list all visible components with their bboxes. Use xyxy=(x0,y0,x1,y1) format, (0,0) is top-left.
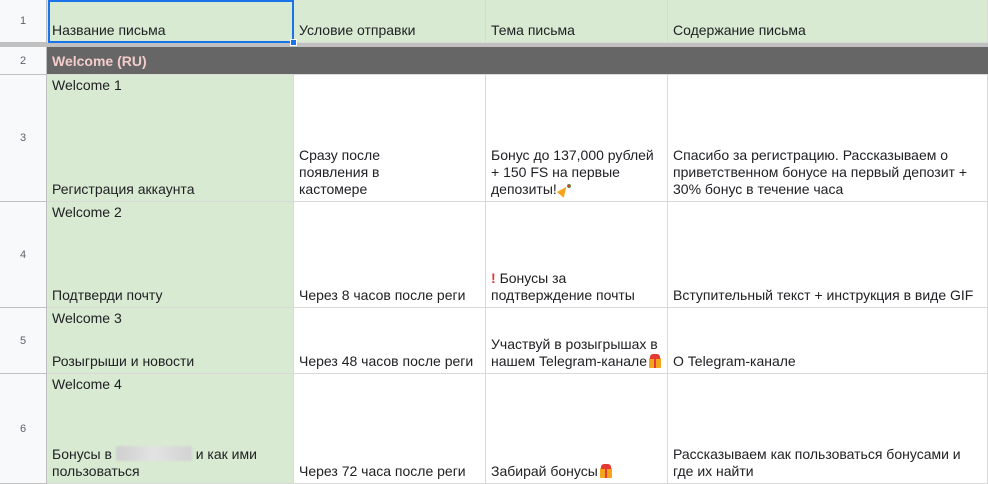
party-popper-icon xyxy=(559,183,572,196)
row-header-1[interactable]: 1 xyxy=(0,0,47,43)
header-label: Условие отправки xyxy=(299,22,416,38)
header-cell-name[interactable] xyxy=(47,0,294,43)
subject-text: Участвуй в розыгрышах в нашем Telegram-канале xyxy=(491,336,662,369)
row-header-3[interactable]: 3 xyxy=(0,75,47,202)
condition-cell[interactable] xyxy=(294,75,486,202)
condition-cell[interactable] xyxy=(294,308,486,374)
row-header-6[interactable]: 6 xyxy=(0,374,47,484)
email-name: Подтверди почту xyxy=(52,287,163,303)
row-header-2[interactable]: 2 xyxy=(0,47,47,75)
subject-text: Бонус до 137,000 рублей + 150 FS на первые депозиты! xyxy=(491,147,658,197)
header-label: Тема письма xyxy=(491,22,575,38)
content-cell[interactable] xyxy=(668,202,988,308)
condition-cell[interactable] xyxy=(294,374,486,484)
email-id: Welcome 3 xyxy=(52,310,122,326)
email-name-cell[interactable] xyxy=(47,202,294,308)
condition-text: Через 48 часов после реги xyxy=(299,353,474,369)
content-cell[interactable] xyxy=(668,75,988,202)
subject-cell[interactable] xyxy=(486,374,668,484)
subject-cell[interactable] xyxy=(486,202,668,308)
section-title-cell[interactable] xyxy=(47,47,988,75)
header-cell-subject[interactable] xyxy=(486,0,668,43)
section-title: Welcome (RU) xyxy=(52,52,147,69)
header-label: Содержание письма xyxy=(673,22,806,38)
header-cell-condition[interactable] xyxy=(294,0,486,43)
row-header-5[interactable]: 5 xyxy=(0,308,47,374)
header-cell-content[interactable] xyxy=(668,0,988,43)
content-cell[interactable] xyxy=(668,374,988,484)
subject-text: Бонусы за подтверждение почты xyxy=(491,270,635,303)
content-text: О Telegram-канале xyxy=(673,353,796,369)
email-name: Регистрация аккаунта xyxy=(52,181,195,197)
condition-text: Через 8 часов после реги xyxy=(299,287,466,303)
email-name-cell[interactable] xyxy=(47,75,294,202)
email-name: Розыгрыши и новости xyxy=(52,353,195,369)
subject-text: Забирай бонусы xyxy=(491,463,598,479)
gift-icon xyxy=(649,354,661,368)
email-name: Бонусы в и как ими пользоваться xyxy=(52,446,261,479)
subject-cell[interactable] xyxy=(486,75,668,202)
condition-text: Сразу после появления в кастомере xyxy=(299,147,384,197)
email-id: Welcome 4 xyxy=(52,376,122,392)
header-label: Название письма xyxy=(52,22,166,38)
gift-icon xyxy=(600,464,612,478)
fill-handle[interactable] xyxy=(290,39,297,46)
email-id: Welcome 1 xyxy=(52,77,122,93)
condition-cell[interactable] xyxy=(294,202,486,308)
content-text: Рассказываем как пользоваться бонусами и где их найти xyxy=(673,446,965,479)
content-text: Вступительный текст + инструкция в виде GIF xyxy=(673,287,974,303)
condition-text: Через 72 часа после реги xyxy=(299,463,466,479)
subject-cell[interactable] xyxy=(486,308,668,374)
redacted-text xyxy=(116,446,192,461)
row-header-4[interactable]: 4 xyxy=(0,202,47,308)
content-cell[interactable] xyxy=(668,308,988,374)
email-name-cell[interactable] xyxy=(47,374,294,484)
email-id: Welcome 2 xyxy=(52,204,122,220)
email-name-cell[interactable] xyxy=(47,308,294,374)
exclamation-icon: ! xyxy=(491,270,496,286)
content-text: Спасибо за регистрацию. Рассказываем о приветственном бонусе на первый депозит + 30% бонус в течение часа xyxy=(673,147,971,197)
